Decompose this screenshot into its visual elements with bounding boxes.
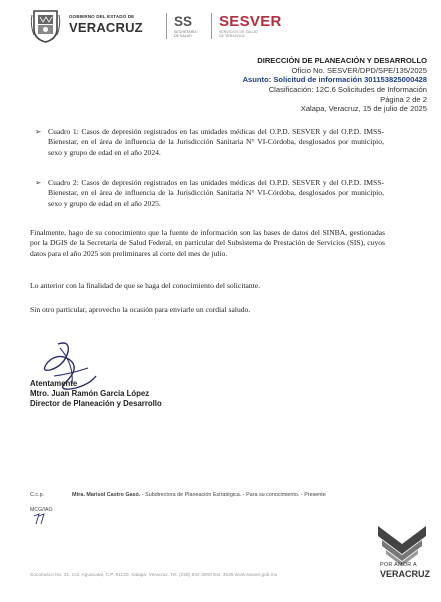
veracruz-coat-of-arms-icon: [30, 9, 61, 43]
footer-address: Soconusco No. 31, Col. Aguacatal, C.P. 91130, Xalapa, Veracruz. Tel. (228) 842-3000 Ext. 3035 www.ssaver.gob.mx: [30, 573, 278, 578]
ss-subtitle-line1: SECRETARÍA: [174, 30, 197, 34]
veracruz-footer-label: VERACRUZ: [380, 569, 431, 579]
bullet-arrow-icon: ➢: [35, 178, 42, 187]
bullet-text: Casos de depresión registrados en las unidades médicas del O.P.D. SESVER y del O.P.D. IMSS-Bienestar, en el área de influencia de la Jurisdicción Sanitaria N° VI-Córdoba, desglosados por municipio, sexo y grupo de edad en el año 2025.: [48, 178, 384, 208]
bullet-label: Cuadro 2:: [48, 178, 79, 187]
page-number: Página 2 de 2: [380, 95, 427, 104]
sesver-subtitle: [219, 30, 257, 38]
ss-subtitle-line2: DE SALUD: [174, 34, 192, 39]
ccp-recipient: [72, 492, 326, 498]
paragraph-closing: Sin otro particular, aprovecho la ocasión para enviarle un cordial saludo.: [30, 305, 251, 314]
clasificacion-line: Clasificación: 12C.6 Solicitudes de Información: [268, 85, 427, 94]
place-date: Xalapa, Veracruz, 15 de julio de 2025: [300, 104, 427, 113]
gov-big-label: VERACRUZ: [69, 20, 143, 35]
paragraph-purpose: Lo anterior con la finalidad de que se haga del conocimiento del solicitante.: [30, 281, 261, 290]
gov-small-label: GOBIERNO DEL ESTADO DE: [69, 14, 135, 19]
bullet-text: Casos de depresión registrados en las unidades médicas del O.P.D. SESVER y del O.P.D. IMSS-Bienestar, en el área de influencia de la Jurisdicción Sanitaria N° VI-Córdoba, desglosados por municipio, sexo y grupo de edad en el año 2024.: [48, 127, 384, 157]
initials-mark-icon: [33, 513, 49, 525]
bullet-item: [48, 178, 384, 209]
ccp-recipient-name: Mtra. Marisol Castro Gasó.: [72, 492, 141, 498]
bullet-arrow-icon: ➢: [35, 127, 42, 136]
signer-title: Director de Planeación y Desarrollo: [30, 399, 162, 408]
oficio-number: Oficio No. SESVER/DPD/SPE/135/2025: [291, 66, 427, 75]
header-divider: [211, 13, 212, 39]
bullet-item: [48, 127, 384, 158]
letterhead: [0, 0, 441, 55]
sesver-subtitle-line1: SERVICIOS DE SALUD: [219, 30, 258, 34]
ccp-label: C.c.p.: [30, 492, 45, 498]
header-divider: [166, 13, 167, 39]
bullet-label: Cuadro 1:: [48, 127, 79, 136]
asunto-line: Asunto: Solicitud de información 301153825000428: [242, 75, 427, 84]
por-amor-label: POR AMOR A: [380, 562, 417, 568]
direction-heading: DIRECCIÓN DE PLANEACIÓN Y DESARROLLO: [257, 56, 427, 65]
sesver-subtitle-line2: DE VERACRUZ: [219, 34, 245, 39]
sesver-label: SESVER: [219, 13, 282, 30]
paragraph-source: Finalmente, hago de su conocimiento que la fuente de información son las bases de datos del SINBA, gestionadas por la DGIS de la Secretaría de Salud Federal, en particular del Subsistema de Prestación de Servicios (SIS), cuyos datos para el año 2025 son preliminares al corte del mes de julio.: [30, 228, 385, 258]
ss-label: SS: [174, 14, 193, 29]
ss-subtitle: [174, 30, 197, 38]
ccp-recipient-role: - Subdirectora de Planeación Estratégica. - Para su conocimiento. - Presente: [140, 492, 326, 498]
signer-name: Mtro. Juan Ramón García López: [30, 389, 150, 398]
typist-initials: MCG/IAO: [30, 507, 53, 513]
atentamente-label: Atentamente: [30, 379, 78, 388]
